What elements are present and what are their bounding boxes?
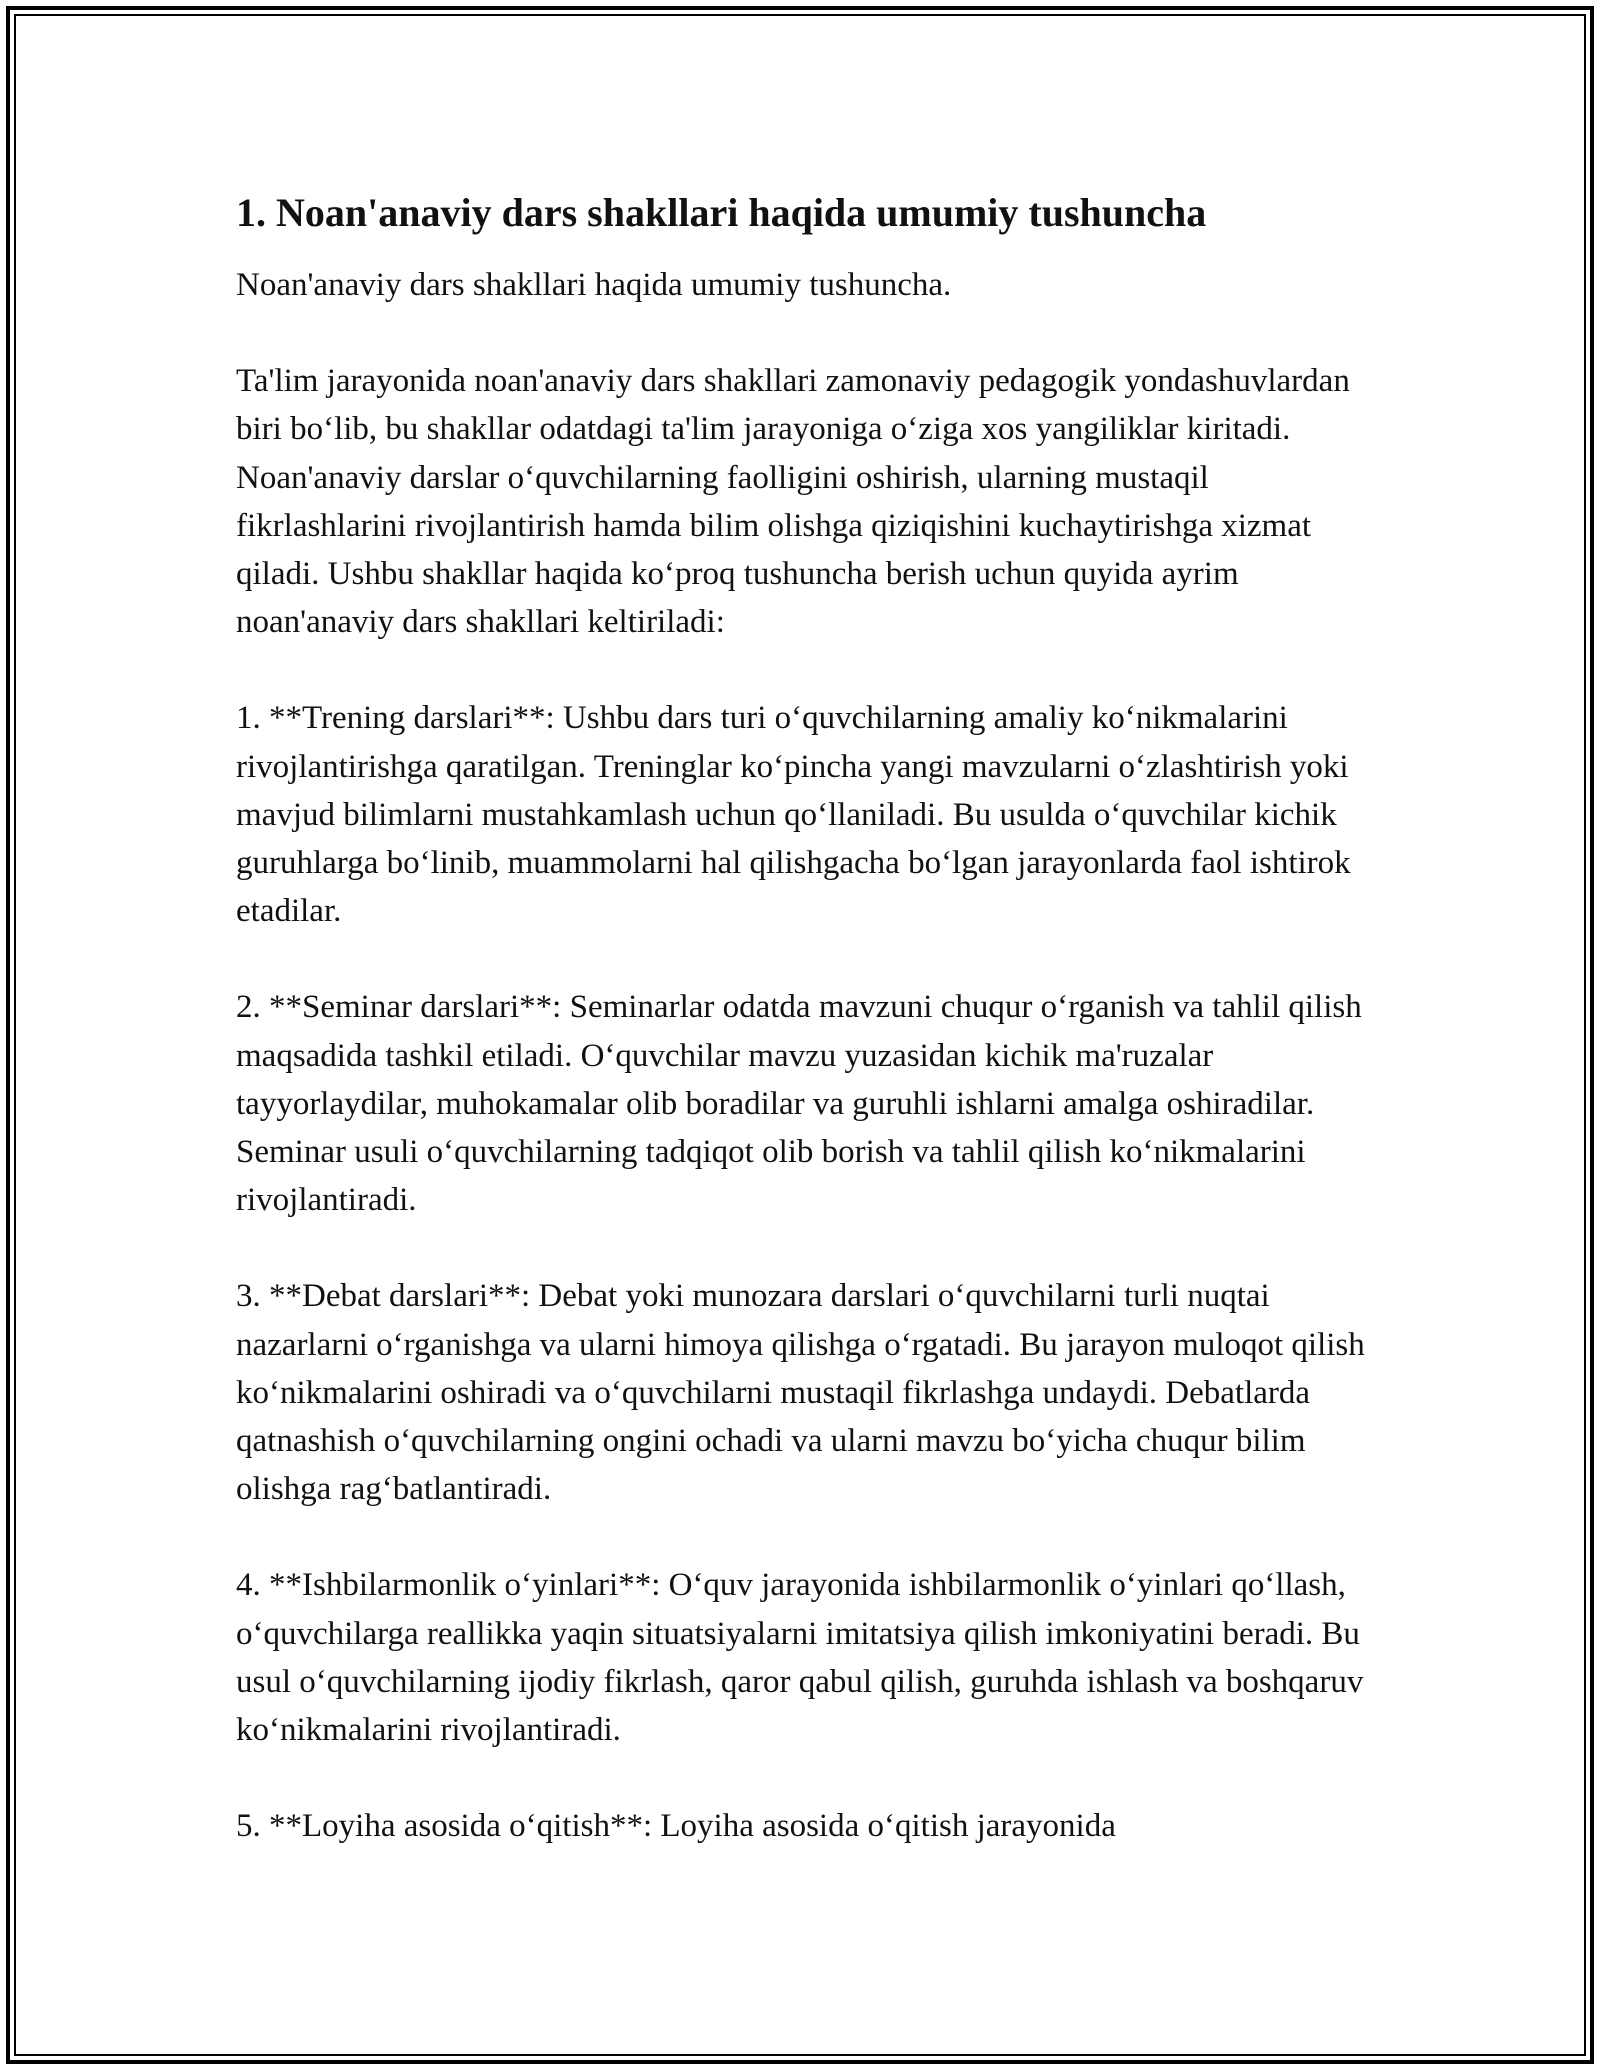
intro-heading-paragraph: Noan'anaviy dars shakllari haqida umumiy tushuncha. (236, 267, 952, 303)
document-body (236, 188, 1376, 1850)
list-item-trening: 1. **Trening darslari**: Ushbu dars turi o‘quvchilarning amaliy ko‘nikmalarini rivojlantirishga qaratilgan. Treninglar ko‘pincha yangi mavzularni o‘zlashtirish yoki mavjud bilimlarni mustahkamlash uchun qo‘llaniladi. Bu usulda o‘quvchilar kichik guruhlarga bo‘linib, muammolarni hal qilishgacha bo‘lgan jarayonlarda faol ishtirok etadilar. (236, 700, 1351, 930)
list-item-debat: 3. **Debat darslari**: Debat yoki munozara darslari o‘quvchilarni turli nuqtai nazarlarni o‘rganishga va ularni himoya qilishga o‘rgatadi. Bu jarayon muloqot qilish ko‘nikmalarini oshiradi va o‘quvchilarni mustaqil fikrlashga undaydi. Debatlarda qatnashish o‘quvchilarning ongini ochadi va ularni mavzu bo‘yicha chuqur bilim olishga rag‘batlantiradi. (236, 1278, 1365, 1508)
intro-paragraph: Ta'lim jarayonida noan'anaviy dars shakllari zamonaviy pedagogik yondashuvlardan biri bo‘lib, bu shakllar odatdagi ta'lim jarayoniga o‘ziga xos yangiliklar kiritadi. Noan'anaviy darslar o‘quvchilarning faolligini oshirish, ularning mustaqil fikrlashlarini rivojlantirish hamda bilim olishga qiziqishini kuchaytirishga xizmat qiladi. Ushbu shakllar haqida ko‘proq tushuncha berish uchun quyida ayrim noan'anaviy dars shakllari keltiriladi: (236, 363, 1350, 641)
list-item-loyiha: 5. **Loyiha asosida o‘qitish**: Loyiha asosida o‘qitish jarayonida (236, 1808, 1116, 1845)
list-item-seminar: 2. **Seminar darslari**: Seminarlar odatda mavzuni chuqur o‘rganish va tahlil qilish maqsadida tashkil etiladi. O‘quvchilar mavzu yuzasidan kichik ma'ruzalar tayyorlaydilar, muhokamalar olib boradilar va guruhli ishlarni amalga oshiradilar. Seminar usuli o‘quvchilarning tadqiqot olib borish va tahlil qilish ko‘nikmalarini rivojlantiradi. (236, 989, 1362, 1219)
document-title: 1. Noan'anaviy dars shakllari haqida umumiy tushuncha (236, 190, 1207, 235)
list-item-ishbilarmonlik: 4. **Ishbilarmonlik o‘yinlari**: O‘quv jarayonida ishbilarmonlik o‘yinlari qo‘llash, o‘quvchilarga reallikka yaqin situatsiyalarni imitatsiya qilish imkoniyatini beradi. Bu usul o‘quvchilarning ijodiy fikrlash, qaror qabul qilish, guruhda ishlash va boshqaruv ko‘nikmalarini rivojlantiradi. (236, 1567, 1364, 1749)
